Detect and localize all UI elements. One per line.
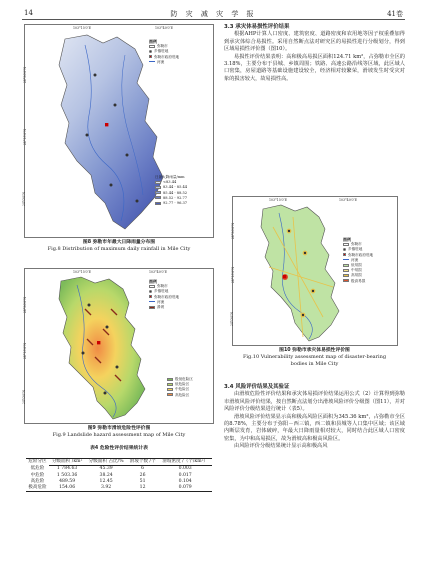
paragraph: 易损性评价结果表明：高和极高易损区面积124.71 km²，占弥勒市全区的3.18%，主要分布于县城、乡镇周围；铁路、高速公路沿线等区域，此区域人口密集，房屋道路等基础设施建设较全，经济相对较繁荣，滑坡发生时受灾对象的损害较大，故易损性高。 [224,53,405,82]
header-rule [22,19,405,20]
hazard-class: 高危险区 [167,393,213,398]
fig8-caption-cn: 图8 弥勒市年最大日降雨量分布图 [82,240,156,245]
table-cell: 1 503.36 [56,472,78,478]
fig8-caption [22,240,216,253]
fig8-lat-tick: 24°30′0″N [23,66,28,84]
table-cell: 0.104 [178,478,192,484]
table-cell: 0.079 [158,485,212,492]
right-column-top [224,24,405,83]
fig8-lon-tick: 103°40′0″E [155,26,174,30]
volume-label: 41卷 [387,10,403,18]
fig10-lat-tick: 24°15′0″N [231,266,236,284]
table-header: 分级面积 占比/% [85,459,127,466]
rain-class: <83.44 [155,180,213,185]
legend-item: 弥勒市 [343,242,397,247]
legend-item: 河流 [149,60,213,65]
legend-item: 河流 [149,300,213,305]
fig8-lat-tick: 24°15′0″N [23,128,28,146]
table-cell: 极高危险 [26,485,49,492]
fig10-legend [343,237,397,284]
rain-class: 92.77 - 96.37 [155,201,213,206]
table-cell: 154.06 [49,485,85,492]
table-cell: 45.39 [99,466,113,472]
rain-class: 85.44 - 88.52 [155,191,213,196]
legend-item: 乡镇驻地 [149,49,213,54]
table-cell: 中危险 [30,472,45,478]
table-cell: 489.59 [59,478,76,484]
hazard-class: 极低危险区 [167,377,213,382]
hazard-class: 中危险区 [167,387,213,392]
table-row [26,466,212,473]
fig10-caption-en: bodies in Mile City [290,360,339,367]
rain-class: 88.52 - 92.77 [155,196,213,201]
table-header: 分级面积 /km² [49,459,85,466]
fig10-map [232,196,398,346]
rain-swatch [155,186,161,189]
table-cell: 0.017 [178,472,192,478]
legend-title: 图例 [149,279,157,284]
table-cell: 12 [127,485,158,492]
legend-title: 图例 [343,237,351,242]
fig9-lon-tick: 103°40′0″E [149,270,168,274]
paragraph: 由滑坡危险性评价结果和承灾体易损评价结果运用公式（2）计算得到弥勒市滑坡风险评价结果，按自然断点法划分出滑坡风险评价分级图（图11），并对风险评价分级结果进行统计（表5）。 [224,391,405,413]
fig9-caption [22,426,216,439]
fig9-lat-tick: 24°0′0″N [22,389,27,405]
table-cell: 51 [139,478,146,484]
fig9-lat-tick: 24°30′0″N [23,296,28,314]
journal-name: 防 灾 减 灾 学 报 [170,10,257,18]
table-cell: 12.45 [99,478,113,484]
legend-item: 极高易损 [343,279,397,284]
table-row [26,485,212,492]
legend-item: 弥勒市 [149,44,213,49]
legend-item: 乡镇驻地 [343,247,397,252]
table-cell: 3.92 [85,485,127,492]
table4-title: 表4 危险性评价结果统计表 [90,446,148,451]
fig9-lon-tick: 103°15′0″E [73,270,92,274]
rain-swatch [155,196,161,199]
running-header [0,0,427,20]
fig10-caption-en: Fig.10 Vulnerability assessment map of disaster-bearing [242,354,387,361]
right-column-bottom [224,384,405,451]
table-cell: 高危险 [30,478,45,484]
fig10-caption-cn: 图10 弥勒市承灾体易损性评价图 [279,348,350,353]
table4 [26,458,212,492]
hazard-class: 低危险区 [167,382,213,387]
legend-item: 弥勒市政府驻地 [149,295,213,300]
legend-item: 弥勒市政府驻地 [343,253,397,258]
fig10-caption [224,348,405,367]
table-cell: 6 [141,466,145,472]
fig10-lat-tick: 24°30′0″N [231,222,236,240]
rain-swatch [155,191,161,194]
paragraph: 滑坡风险评价结果显示高和极高风险区面积为345.36 km²，占弥勒市全区的8.78%，主要分布于弥阳－西三镇，西二镇和县城等人口集中区域；该区域内断层发育，岩体破碎，年最大日降雨量相对较大，同时结合此区域人口密度密集，为中和高易损区，故为滑坡高和极高风险区。 [224,413,405,442]
table-header: 滑坡个数 /个 [127,459,158,466]
fig9-map [24,268,214,424]
legend-item: 乡镇驻地 [149,289,213,294]
fig9-caption-en: Fig.9 Landslide hazard assessment map of Mile City [52,432,186,439]
legend-title: 图例 [149,39,157,44]
fig10-lat-tick: 24°0′0″N [230,311,235,327]
table-cell: 38.24 [99,472,113,478]
legend-item: 高易损 [343,273,397,278]
legend-item: 弥勒市 [149,284,213,289]
legend-item: 弥勒市政府驻地 [149,55,213,60]
section-3-4-title: 3.4 风险评价结果及其验证 [224,384,290,390]
fig8-caption-en: Fig.8 Distribution of maximum daily rainfall in Mile City [47,246,191,253]
rain-swatch [155,202,161,205]
fig10-lon-tick: 103°15′0″E [269,198,288,202]
rain-class: 83.44 - 85.44 [155,185,213,190]
fig8-map [24,24,214,238]
paragraph: 根据AHP计算人口密度、建筑密度、道路密度和农用地等因子权重叠加得到承灾体综合易损性。采用自然断点法对研究区的易损性进行分级划分，得到区域易损性评价图（图10）。 [224,31,405,53]
fig9-caption-cn: 图9 弥勒市滑坡危险性评价图 [87,426,151,431]
legend-item: 低易损 [343,263,397,268]
page-number: 14 [24,9,33,17]
fig8-legend [149,39,213,65]
fig8-lon-tick: 103°15′0″E [73,26,92,30]
table-cell: 26 [139,472,146,478]
table-header: 危险分区 [26,459,49,466]
legend-item: 中易损 [343,268,397,273]
legend-item: 河流 [343,258,397,263]
table-header: 滑坡密度 /（个/km²） [158,459,212,466]
fig9-lat-tick: 24°15′0″N [23,342,28,360]
rain-swatch [155,181,161,184]
paragraph: 由风险评价分级结果统计显示高和极高风 [234,443,328,450]
fig8-rainfall-legend [155,175,213,206]
fig9-legend [149,279,213,310]
fig10-lon-tick: 103°40′0″E [339,198,358,202]
table-cell: 低危险 [30,466,45,472]
fig9-class-legend [167,377,213,398]
section-3-3-title: 3.3 承灾体易损性评价结果 [224,24,290,30]
table-cell: 1 784.63 [56,466,78,472]
legend-item: 滑坡 [149,305,213,310]
fig8-lat-tick: 24°0′0″N [22,191,27,207]
table-cell: 0.003 [178,466,192,472]
rain-legend-title: 日最大降雨量/mm [155,175,185,179]
